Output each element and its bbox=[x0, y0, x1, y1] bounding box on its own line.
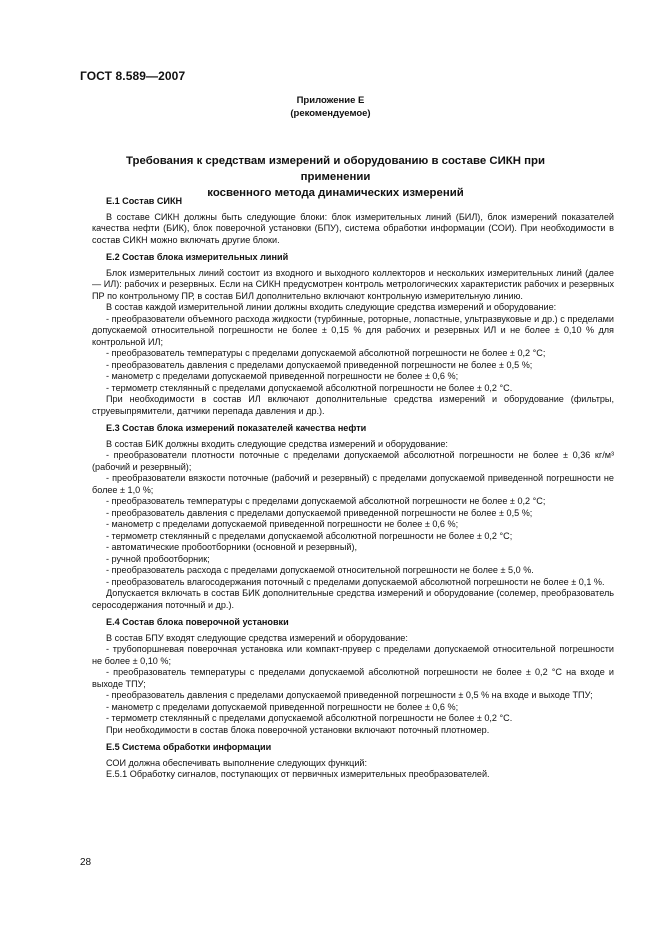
list-item: - ручной пробоотборник; bbox=[106, 553, 210, 564]
list-item: - термометр стеклянный с пределами допускаемой абсолютной погрешности не более ± 0,2 °С; bbox=[106, 530, 513, 541]
page-number: 28 bbox=[80, 857, 92, 868]
list-item: - преобразователи вязкости поточные (рабочий и резервный) с пределами допускаемой приведенной погрешности не более ± 1,0 %; bbox=[92, 473, 614, 495]
appendix-status: (рекомендуемое) bbox=[290, 108, 371, 119]
section-heading-e3: Е.3 Состав блока измерений показателей качества нефти bbox=[106, 423, 367, 433]
paragraph: Блок измерительных линий состоит из входного и выходного коллекторов и нескольких измерительных линий (далее — ИЛ): рабочих и резервных. Если на СИКН предусмотрен контроль метрологических характеристик рабочих и резервных ПР по контрольному ПР, в состав БИЛ дополнительно включают контрольную измерительную линию. bbox=[92, 267, 614, 301]
appendix-title bbox=[90, 153, 581, 201]
paragraph: В состав БИК должны входить следующие средства измерений и оборудование: bbox=[106, 438, 448, 449]
paragraph: При необходимости в состав блока поверочной установки включают поточный плотномер. bbox=[106, 724, 490, 735]
list-item: - термометр стеклянный с пределами допускаемой абсолютной погрешности не более ± 0,2 °С. bbox=[106, 713, 513, 723]
list-item: - трубопоршневая поверочная установка или компакт-прувер с пределами допускаемой относительной погрешности не более ± 0,10 %; bbox=[92, 644, 614, 666]
paragraph: Допускается включать в состав БИК дополнительные средства измерений и оборудование (солемер, преобразователь серосодержания поточный и др.). bbox=[92, 588, 614, 610]
document-id: ГОСТ 8.589—2007 bbox=[80, 69, 186, 83]
list-item: - преобразователи объемного расхода жидкости (турбинные, роторные, лопастные, ультразвуковые и др.) с пределами допускаемой относительной погрешности не более ± 0,15 % для рабочих и резервных ИЛ и не более ± 0,10 % для контрольной ИЛ; bbox=[92, 313, 614, 347]
list-item: - преобразователь температуры с пределами допускаемой абсолютной погрешности не более ± 0,2 °С; bbox=[106, 496, 546, 506]
document-body bbox=[92, 196, 614, 781]
list-item: - преобразователь температуры с пределами допускаемой абсолютной погрешности не более ± 0,2 °С; bbox=[106, 348, 546, 358]
list-item: - преобразователь расхода с пределами допускаемой относительной погрешности не более ± 5,0 %. bbox=[106, 565, 534, 575]
paragraph: В состав БПУ входят следующие средства измерений и оборудование: bbox=[106, 632, 408, 643]
title-line-1: Требования к средствам измерений и оборудованию в составе СИКН при применении bbox=[126, 155, 545, 183]
paragraph: Е.5.1 Обработку сигналов, поступающих от первичных измерительных преобразователей. bbox=[106, 769, 490, 779]
paragraph: В составе СИКН должны быть следующие блоки: блок измерительных линий (БИЛ), блок измерений показателей качества нефти (БИК), блок поверочной установки (БПУ), система обработки информации (СОИ). При необходимости в состав СИКН можно включать другие блоки. bbox=[92, 211, 614, 245]
list-item: - манометр с пределами допускаемой приведенной погрешности не более ± 0,6 %; bbox=[106, 701, 459, 712]
paragraph: При необходимости в состав ИЛ включают дополнительные средства измерений и оборудование (фильтры, струевыпрямители, датчики перепада давления и др.). bbox=[92, 394, 614, 416]
list-item: - манометр с пределами допускаемой приведенной погрешности не более ± 0,6 %; bbox=[106, 371, 459, 381]
list-item: - преобразователь давления с пределами допускаемой приведенной погрешности ± 0,5 % на входе и выходе ТПУ; bbox=[106, 690, 593, 700]
title-line-2: косвенного метода динамических измерений bbox=[207, 187, 464, 199]
list-item: - преобразователь давления с пределами допускаемой приведенной погрешности не более ± 0,5 %; bbox=[106, 507, 533, 518]
appendix-label: Приложение Е bbox=[296, 95, 365, 106]
list-item: - автоматические пробоотборники (основной и резервный), bbox=[106, 542, 357, 552]
section-heading-e1: Е.1 Состав СИКН bbox=[106, 196, 183, 206]
list-item: - преобразователь влагосодержания поточный с пределами допускаемой абсолютной погрешности не более ± 0,1 %. bbox=[106, 576, 605, 587]
list-item: - преобразователи плотности поточные с пределами допускаемой абсолютной погрешности не более ± 0,36 кг/м³ (рабочий и резервный); bbox=[92, 450, 614, 472]
section-heading-e5: Е.5 Система обработки информации bbox=[106, 742, 272, 752]
section-heading-e4: Е.4 Состав блока поверочной установки bbox=[106, 617, 289, 627]
paragraph: В состав каждой измерительной линии должны входить следующие средства измерений и оборудование: bbox=[106, 302, 557, 312]
list-item: - преобразователь давления с пределами допускаемой приведенной погрешности не более ± 0,5 %; bbox=[106, 359, 533, 370]
list-item: - преобразователь температуры с пределами допускаемой абсолютной погрешности не более ± 0,2 °С на входе и выходе ТПУ; bbox=[92, 667, 614, 689]
section-heading-e2: Е.2 Состав блока измерительных линий bbox=[106, 252, 289, 262]
list-item: - термометр стеклянный с пределами допускаемой абсолютной погрешности не более ± 0,2 °С. bbox=[106, 382, 513, 393]
paragraph: СОИ должна обеспечивать выполнение следующих функций: bbox=[106, 757, 368, 768]
list-item: - манометр с пределами допускаемой приведенной погрешности не более ± 0,6 %; bbox=[106, 519, 459, 529]
